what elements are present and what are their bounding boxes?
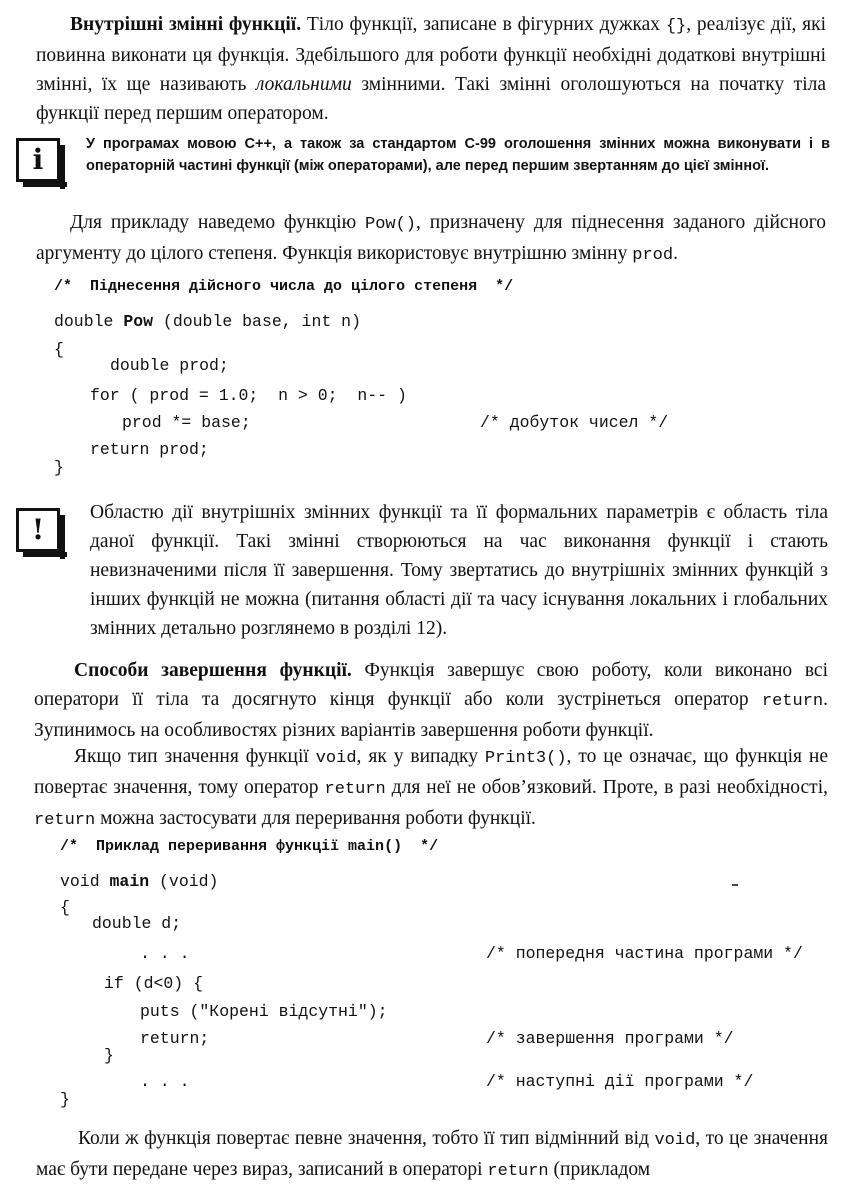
paragraph-pow-example: Для прикладу наведемо функцію Pow(), призначену для піднесення заданого дійсного аргументу до цілого степеня. Функція використовує внутрішню змінну prod. bbox=[36, 212, 826, 265]
code-print3: Print3() bbox=[484, 749, 567, 768]
code-close-brace: } bbox=[54, 458, 64, 477]
code-declaration-line: double prod; bbox=[110, 356, 229, 375]
code-return-line: return; bbox=[140, 1029, 210, 1048]
code-signature-line: void main (void) bbox=[60, 872, 219, 891]
code-comment-previous: /* попередня частина програми */ bbox=[486, 944, 803, 963]
code-return: return bbox=[487, 1162, 549, 1181]
code-declaration-line: double d; bbox=[92, 914, 182, 933]
section-heading-termination: Способи завершення функції. bbox=[74, 660, 352, 681]
code-prod: prod bbox=[632, 246, 674, 265]
code-comment-product: /* добуток чисел */ bbox=[480, 413, 669, 432]
code-if-line: if (d<0) { bbox=[104, 974, 204, 993]
code-return: return bbox=[324, 780, 386, 799]
paragraph-function-termination: Способи завершення функції. Функція завершує свою роботу, коли виконано всі оператори її тіла та досягнуто кінця функції або коли зустрінеться оператор return. Зупинимось на особливостях різних варіантів завершення роботи функції. bbox=[34, 660, 828, 741]
code-open-brace: { bbox=[60, 898, 70, 917]
code-comment-next: /* наступні дії програми */ bbox=[486, 1072, 754, 1091]
code-ellipsis-line: . . . bbox=[140, 1072, 190, 1091]
code-braces: {} bbox=[665, 17, 687, 36]
code-multiply-line: prod *= base; bbox=[122, 413, 251, 432]
note-cpp-declarations: У програмах мовою С++, а також за стандартом С-99 оголошення змінних можна виконувати і в операторній частині функції (між операторами), але перед першим звертанням до цієї змінної. bbox=[86, 136, 830, 174]
code-comment-termination: /* завершення програми */ bbox=[486, 1029, 734, 1048]
code-void: void bbox=[315, 749, 357, 768]
code-signature-line: double Pow (double base, int n) bbox=[54, 312, 361, 331]
code-pow: Pow() bbox=[365, 215, 417, 234]
paragraph-void-functions: Якщо тип значення функції void, як у випадку Print3(), то це означає, що функція не повертає значення, тому оператор return для неї не обов’язковий. Проте, в разі необхідності, return можна застосувати для переривання роботи функції. bbox=[34, 746, 828, 830]
code-ellipsis-line: . . . bbox=[140, 944, 190, 963]
code-return-line: return prod; bbox=[90, 440, 209, 459]
code-comment-line: /* Приклад переривання функції main() */ bbox=[60, 838, 439, 855]
info-icon: i bbox=[16, 138, 60, 182]
code-return: return bbox=[761, 692, 824, 711]
scan-speck bbox=[732, 884, 738, 886]
emphasis-local: локальними bbox=[255, 74, 352, 95]
exclamation-icon: ! bbox=[16, 508, 60, 552]
code-close-brace-inner: } bbox=[104, 1046, 114, 1065]
code-comment-line: /* Піднесення дійсного числа до цілого степеня */ bbox=[54, 278, 514, 295]
code-close-brace: } bbox=[60, 1090, 70, 1109]
code-void: void bbox=[654, 1131, 696, 1150]
code-for-line: for ( prod = 1.0; n > 0; n-- ) bbox=[90, 386, 407, 405]
paragraph-return-value: Коли ж функція повертає певне значення, тобто її тип відмінний від void, то це значення має бути передане через вираз, записаний в операторі return (прикладом bbox=[36, 1128, 828, 1181]
code-return: return bbox=[34, 811, 96, 830]
section-heading-local-variables: Внутрішні змінні функції. bbox=[70, 14, 302, 35]
paragraph-local-variables: Внутрішні змінні функції. Тіло функції, записане в фігурних дужках {}, реалізує дії, які повинна виконати ця функція. Здебільшого для роботи функції необхідні додаткові внутрішні змінні, їх ще називають локальними змінними. Такі змінні оголошуються на початку тіла функції перед першим оператором. bbox=[36, 14, 827, 124]
paragraph-scope: Областю дії внутрішніх змінних функції та її формальних параметрів є область тіла даної функції. Такі змінні створюються на час виконання функції і стають невизначеними після її завершення. Тому звертатись до внутрішніх змінних функцій з інших функцій не можна (питання області дії та часу існування локальних і глобальних змінних детально розглянемо в розділі 12). bbox=[90, 502, 828, 639]
code-open-brace: { bbox=[54, 340, 64, 359]
code-puts-line: puts ("Корені відсутні"); bbox=[140, 1002, 388, 1021]
